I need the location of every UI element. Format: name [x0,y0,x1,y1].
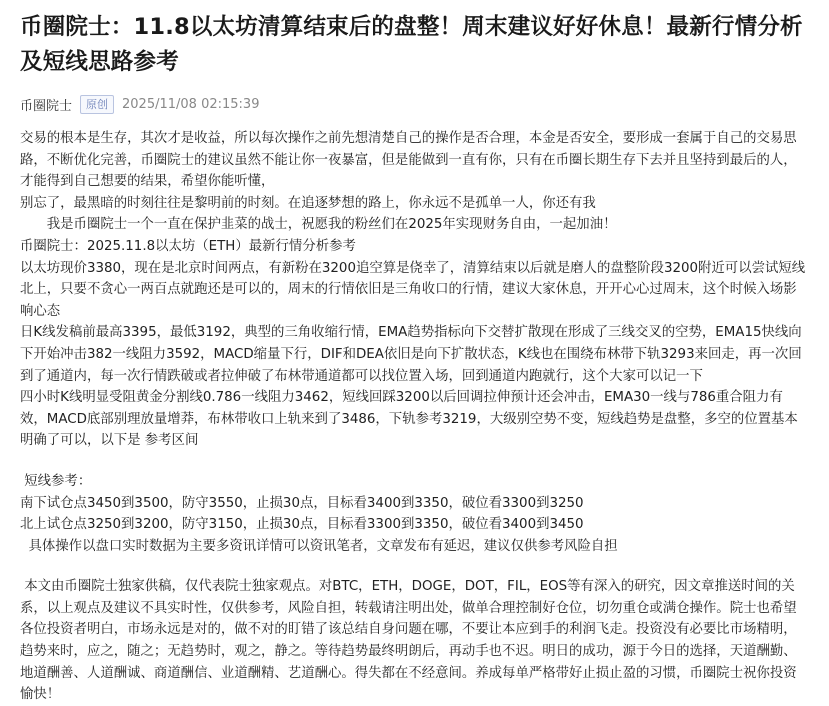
paragraph-short-plan: 南下试仓点3450到3500，防守3550，止损30点，目标看3400到3350，破位看3300到3250 [20,495,584,511]
paragraph-4h-analysis: 四小时K线明显受阻黄金分割线0.786一线阻力3462，短线回踩3200以后回调拉伸预计还会冲击，EMA30一线与786重合阻力有效，MACD底部别理放量增莽，布林带收口上轨来到了3486，下轨参考3219，大级别空势不变，短线趋势是盘整，多空的位置基本明确了可以，以下是 参考区间 [20,390,798,449]
author-name[interactable]: 币圈院士 [20,98,73,114]
paragraph-closing: 本文由币圈院士独家供稿，仅代表院士独家观点。对BTC，ETH，DOGE，DOT，FIL，EOS等有深入的研究，因文章推送时间的关系，以上观点及建议不具实时性，仅供参考，风险自担，转载请注明出处，做单合理控制好仓位，切勿重仓或满仓操作。院士也希望各位投资者明白，市场永远是对的，做不对的盯错了该总结自身问题在哪，不要让本应到手的利润飞走。投资没有必要比市场精明，趋势来时，应之，随之；无趋势时，观之，静之。等待趋势最终明朗后，再动手也不迟。明日的成功，源于今日的选择，天道酬勤、地道酬善、人道酬诚、商道酬信、业道酬精、艺道酬心。得失都在不经意间。养成每单严格带好止损止盈的习惯，币圈院士祝你投资愉快！ [20,579,797,703]
original-badge: 原创 [80,95,114,114]
paragraph-intro: 交易的根本是生存，其次才是收益，所以每次操作之前先想清楚自己的操作是否合理，本金是否安全，要形成一套属于自己的交易思路，不断优化完善，币圈院士的建议虽然不能让你一夜暴富，但是能做到一直有你，只有在币圈长期生存下去并且坚持到最后的人，才能得到自己想要的结果，希望你能听懂， [20,131,797,190]
spacer [20,452,807,471]
paragraph-heading: 币圈院士：2025.11.8以太坊（ETH）最新行情分析参考 [20,238,356,254]
paragraph-daily-analysis: 日K线发稿前最高3395，最低3192，典型的三角收缩行情，EMA趋势指标向下交替扩散现在形成了三线交叉的空势，EMA15快线向下开始冲击382一线阻力3592，MACD缩量下行，DIF和DEA依旧是向下扩散状态，K线也在围绕布林带下轨3293来回走，再一次回到了通道内，每一次行情跌破或者拉伸破了布林带通道都可以找位置入场，回到通道内跑就行，这个大家可以记一下 [20,325,802,384]
article-title: 币圈院士：11.8以太坊清算结束后的盘整！周末建议好好休息！最新行情分析及短线思路参考 [20,14,803,75]
publish-date: 2025/11/08 02:15:39 [122,96,260,112]
paragraph-current-price: 以太坊现价3380，现在是北京时间两点，有新粉在3200追空算是侥幸了，清算结束以后就是磨人的盘整阶段3200附近可以尝试短线北上，只要不贪心一两百点就跑还是可以的，周末的行情依旧是三角收口的行情，建议大家休息，开开心心过周末，这个时候入场影响心态 [20,260,806,319]
article-meta [20,92,807,116]
paragraph-motto: 别忘了，最黑暗的时刻往往是黎明前的时刻。在追逐梦想的路上，你永远不是孤单一人，你还有我 [20,195,596,211]
paragraph-disclaimer: 具体操作以盘口实时数据为主要多资讯详情可以资讯笔者，文章发布有延迟，建议仅供参考风险自担 [20,538,618,554]
paragraph-long-plan: 北上试仓点3250到3200，防守3150，止损30点，目标看3300到3350，破位看3400到3450 [20,517,584,533]
paragraph-short-ref-heading: 短线参考： [20,473,92,489]
spacer [20,557,807,576]
article-body [20,128,807,706]
paragraph-greeting: 我是币圈院士一个一直在保护韭菜的战士，祝愿我的粉丝们在2025年实现财务自由，一起加油！ [20,217,617,233]
